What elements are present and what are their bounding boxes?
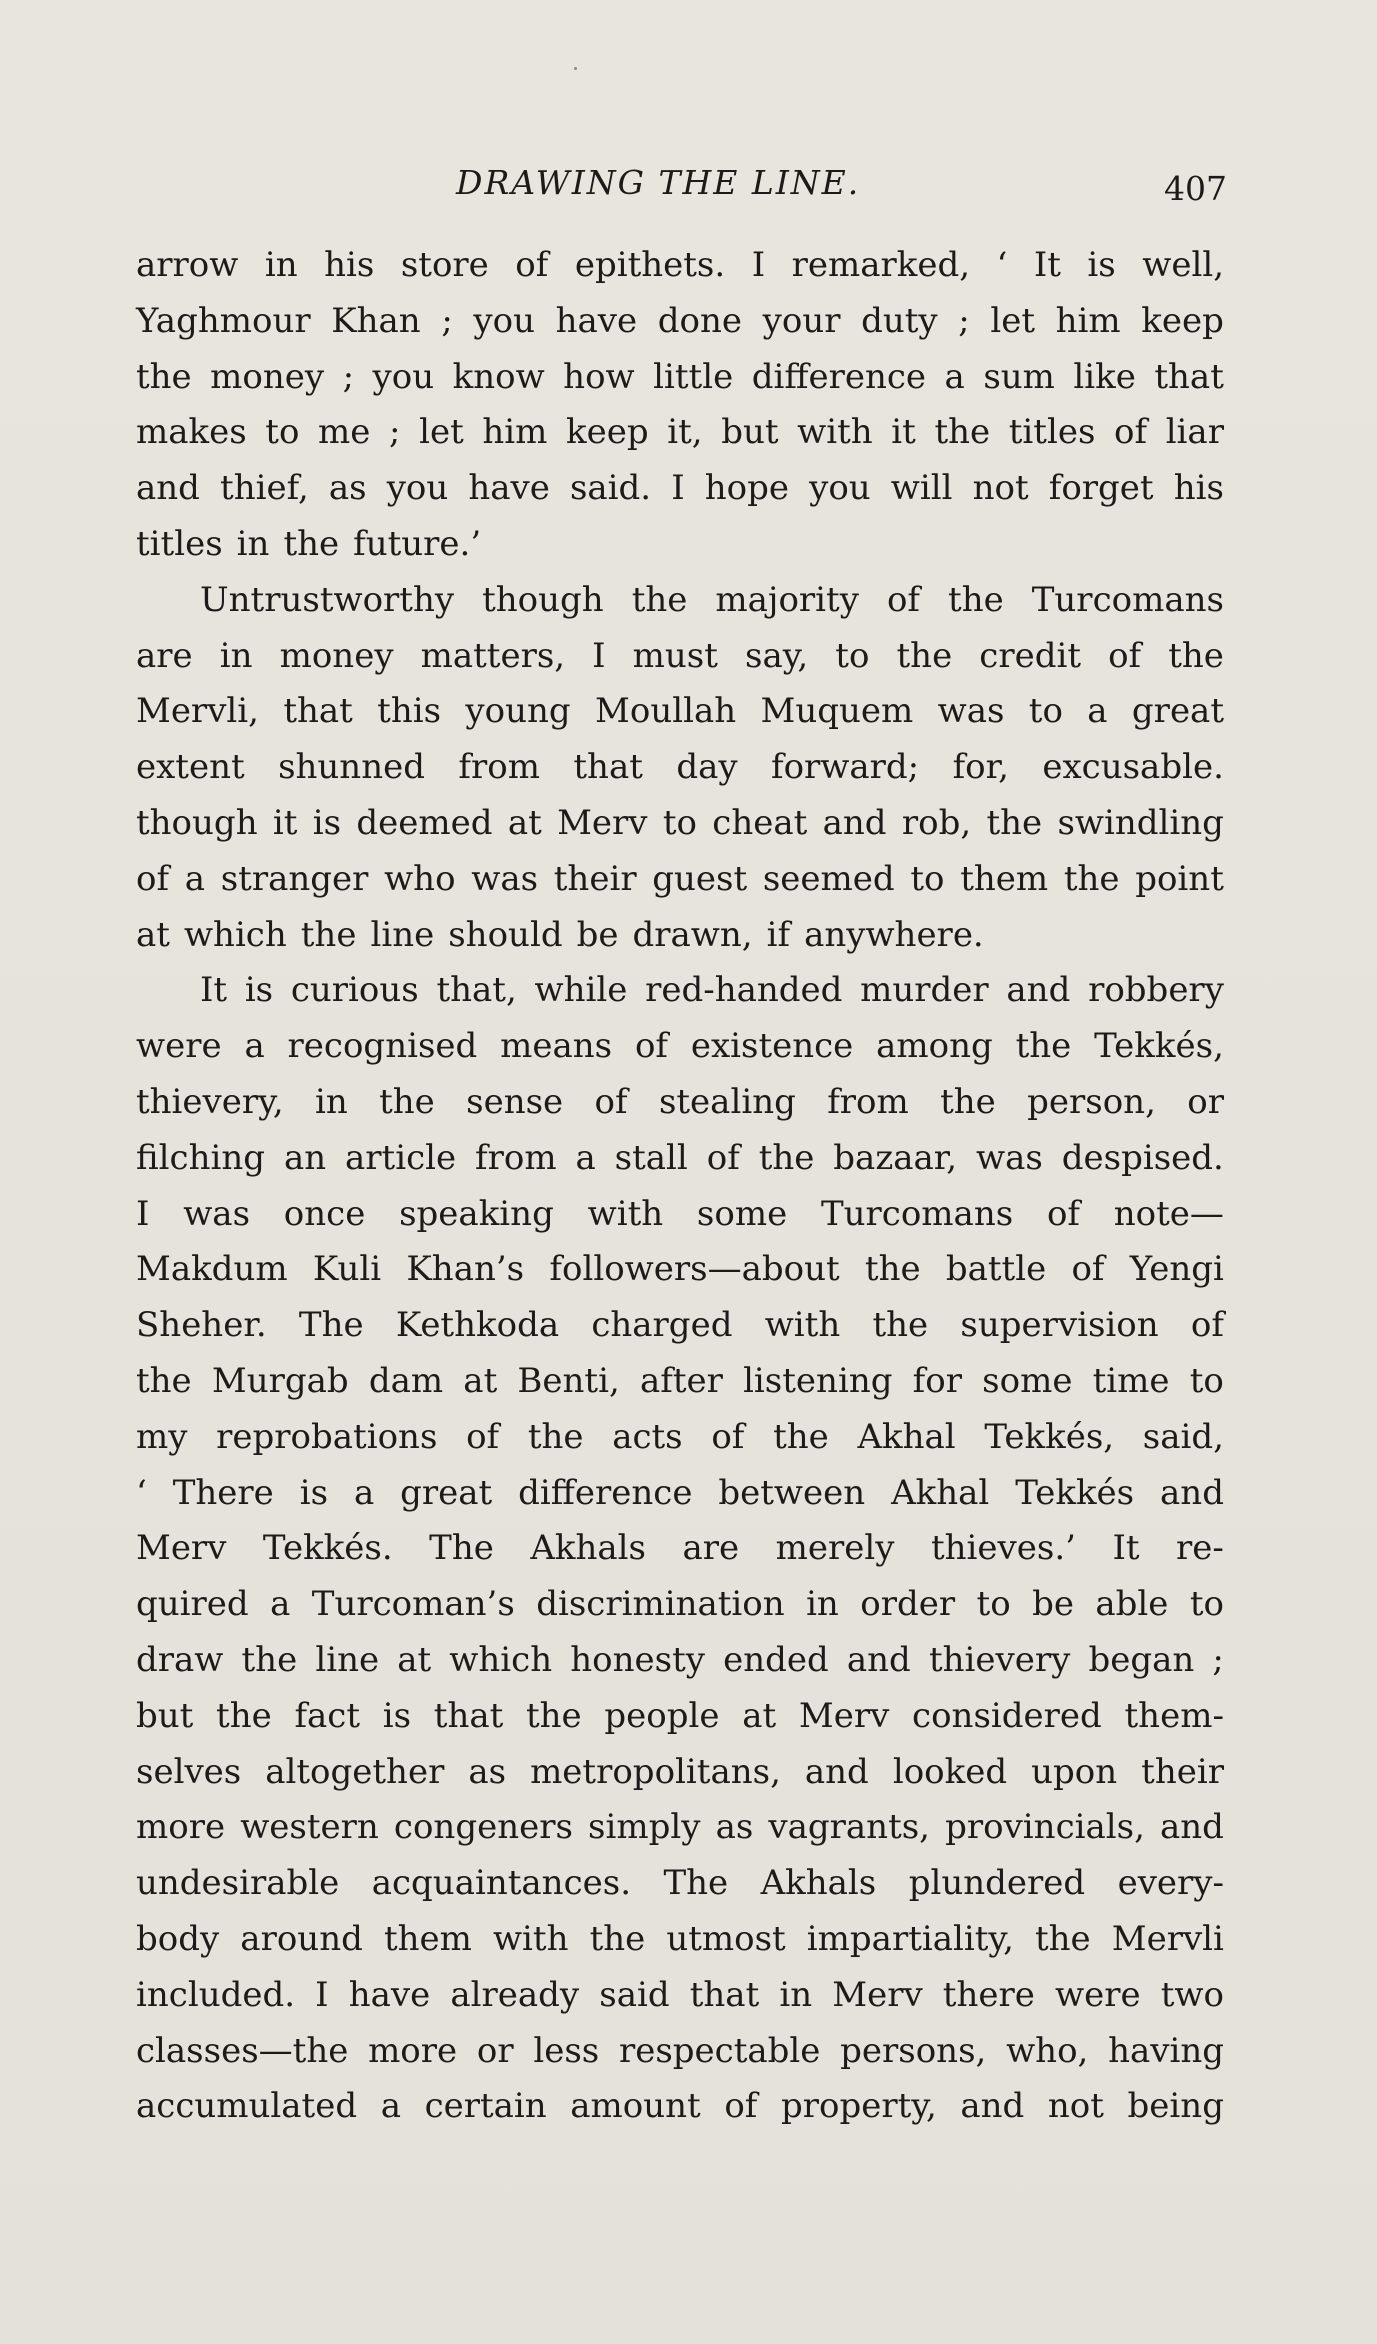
text-line: included. I have already said that in Merv there were two <box>136 1974 1224 2015</box>
text-line: more western congeners simply as vagrants, provincials, and <box>136 1807 1224 1848</box>
text-line: thievery, in the sense of stealing from the person, or <box>136 1081 1224 1122</box>
text-line: extent shunned from that day forward; for, excusable. <box>136 747 1224 788</box>
text-line: are in money matters, I must say, to the credit of the <box>136 635 1224 676</box>
text-line: Merv Tekkés. The Akhals are merely thieves.’ It re- <box>136 1528 1224 1569</box>
text-line: were a recognised means of existence among the Tekkés, <box>136 1026 1224 1067</box>
text-line: selves altogether as metropolitans, and looked upon their <box>136 1751 1224 1792</box>
text-line: quired a Turcoman’s discrimination in order to be able to <box>136 1584 1224 1625</box>
text-line: Sheher. The Kethkoda charged with the supervision of <box>136 1305 1224 1346</box>
text-line: Makdum Kuli Khan’s followers—about the battle of Yengi <box>136 1249 1224 1290</box>
text-line: arrow in his store of epithets. I remarked, ‘ It is well, <box>136 245 1224 285</box>
text-line: though it is deemed at Merv to cheat and rob, the swindling <box>136 802 1224 843</box>
page-speck <box>574 67 577 70</box>
text-line: body around them with the utmost impartiality, the Mervli <box>136 1918 1224 1959</box>
text-line: my reprobations of the acts of the Akhal Tekkés, said, <box>136 1416 1224 1457</box>
text-line: at which the line should be drawn, if anywhere. <box>136 914 984 955</box>
running-title: DRAWING THE LINE. <box>456 163 861 202</box>
text-line: the Murgab dam at Benti, after listening for some time to <box>136 1360 1224 1401</box>
text-line: accumulated a certain amount of property, and not being <box>136 2086 1224 2127</box>
text-line: titles in the future.’ <box>136 523 482 564</box>
body-text <box>136 238 1224 2135</box>
text-line: the money ; you know how little difference a sum like that <box>136 356 1224 397</box>
text-line: filching an article from a stall of the bazaar, was despised. <box>136 1137 1224 1178</box>
text-line: ‘ There is a great difference between Akhal Tekkés and <box>136 1472 1224 1513</box>
text-line: draw the line at which honesty ended and thievery began ; <box>136 1639 1224 1680</box>
text-line: but the fact is that the people at Merv considered them- <box>136 1695 1224 1736</box>
page-number: 407 <box>1164 169 1227 208</box>
text-line: and thief, as you have said. I hope you will not forget his <box>136 468 1224 509</box>
text-line: Mervli, that this young Moullah Muquem was to a great <box>136 691 1224 732</box>
text-line: I was once speaking with some Turcomans of note— <box>136 1193 1224 1234</box>
running-head <box>0 158 1377 208</box>
text-line: of a stranger who was their guest seemed to them the point <box>136 858 1224 899</box>
text-line: Untrustworthy though the majority of the Turcomans <box>200 579 1224 620</box>
text-line: classes—the more or less respectable persons, who, having <box>136 2030 1224 2071</box>
text-line: Yaghmour Khan ; you have done your duty ; let him keep <box>136 300 1224 341</box>
text-line: It is curious that, while red-handed murder and robbery <box>200 970 1224 1011</box>
text-line: undesirable acquaintances. The Akhals plundered every- <box>136 1863 1224 1904</box>
text-line: makes to me ; let him keep it, but with it the titles of liar <box>136 412 1224 453</box>
